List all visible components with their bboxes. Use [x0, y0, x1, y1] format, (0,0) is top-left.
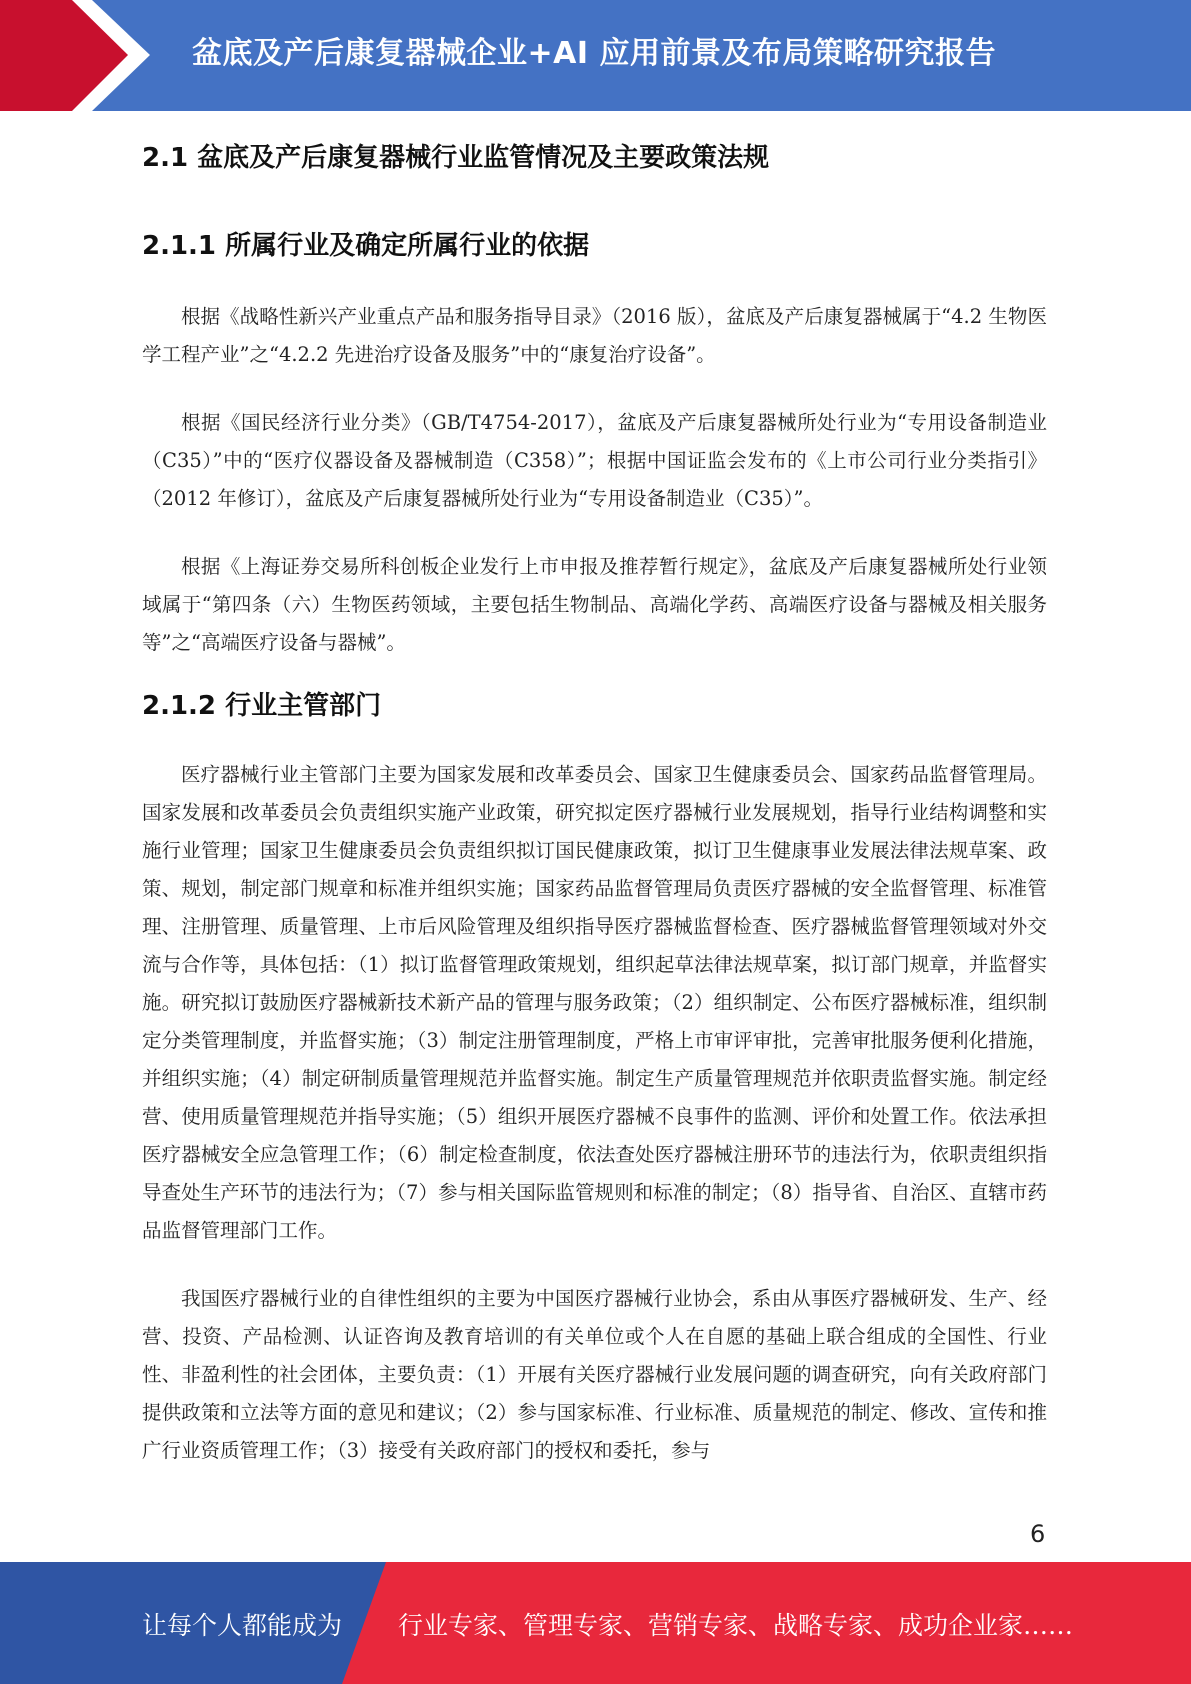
page-number: 6 [1030, 1520, 1046, 1548]
footer-slogan-right: 行业专家、管理专家、营销专家、战略专家、成功企业家…… [398, 1611, 1074, 1640]
section-2-1-heading: 2.1 盆底及产后康复器械行业监管情况及主要政策法规 [142, 143, 770, 173]
document-body [142, 126, 1047, 1470]
paragraph: 我国医疗器械行业的自律性组织的主要为中国医疗器械行业协会，系由从事医疗器械研发、生产、经营、投资、产品检测、认证咨询及教育培训的有关单位或个人在自愿的基础上联合组成的全国性、行业性、非盈利性的社会团体，主要负责：（1）开展有关医疗器械行业发展问题的调查研究，向有关政府部门提供政策和立法等方面的意见和建议；（2）参与国家标准、行业标准、质量规范的制定、修改、宣传和推广行业资质管理工作；（3）接受有关政府部门的授权和委托，参与 [142, 1287, 1047, 1462]
paragraph: 根据《国民经济行业分类》（GB/T4754-2017），盆底及产后康复器械所处行业为“专用设备制造业（C35）”中的“医疗仪器设备及器械制造（C358）”；根据中国证监会发布的《上市公司行业分类指引》（2012 年修订），盆底及产后康复器械所处行业为“专用设备制造业（C35）”。 [142, 411, 1047, 510]
report-header-banner [0, 0, 1191, 111]
report-title: 盆底及产后康复器械企业+AI 应用前景及布局策略研究报告 [192, 36, 996, 71]
report-footer-banner [0, 1562, 1191, 1684]
paragraph: 根据《上海证券交易所科创板企业发行上市申报及推荐暂行规定》，盆底及产后康复器械所处行业领域属于“第四条（六）生物医药领域，主要包括生物制品、高端化学药、高端医疗设备与器械及相关服务等”之“高端医疗设备与器械”。 [142, 555, 1047, 654]
paragraph: 根据《战略性新兴产业重点产品和服务指导目录》（2016 版），盆底及产后康复器械属于“4.2 生物医学工程产业”之“4.2.2 先进治疗设备及服务”中的“康复治疗设备”。 [142, 305, 1047, 366]
footer-slogan-left: 让每个人都能成为 [142, 1611, 343, 1640]
section-2-1-2-heading: 2.1.2 行业主管部门 [142, 691, 382, 721]
section-2-1-1-heading: 2.1.1 所属行业及确定所属行业的依据 [142, 231, 590, 261]
paragraph: 医疗器械行业主管部门主要为国家发展和改革委员会、国家卫生健康委员会、国家药品监督管理局。国家发展和改革委员会负责组织实施产业政策，研究拟定医疗器械行业发展规划，指导行业结构调整和实施行业管理；国家卫生健康委员会负责组织拟订国民健康政策，拟订卫生健康事业发展法律法规草案、政策、规划，制定部门规章和标准并组织实施；国家药品监督管理局负责医疗器械的安全监督管理、标准管理、注册管理、质量管理、上市后风险管理及组织指导医疗器械监督检查、医疗器械监督管理领域对外交流与合作等，具体包括：（1）拟订监督管理政策规划，组织起草法律法规草案，拟订部门规章，并监督实施。研究拟订鼓励医疗器械新技术新产品的管理与服务政策；（2）组织制定、公布医疗器械标准，组织制定分类管理制度，并监督实施；（3）制定注册管理制度，严格上市审评审批，完善审批服务便利化措施，并组织实施；（4）制定研制质量管理规范并监督实施。制定生产质量管理规范并依职责监督实施。制定经营、使用质量管理规范并指导实施；（5）组织开展医疗器械不良事件的监测、评价和处置工作。依法承担医疗器械安全应急管理工作；（6）制定检查制度，依法查处医疗器械注册环节的违法行为，依职责组织指导查处生产环节的违法行为；（7）参与相关国际监管规则和标准的制定；（8）指导省、自治区、直辖市药品监督管理部门工作。 [142, 763, 1047, 1242]
